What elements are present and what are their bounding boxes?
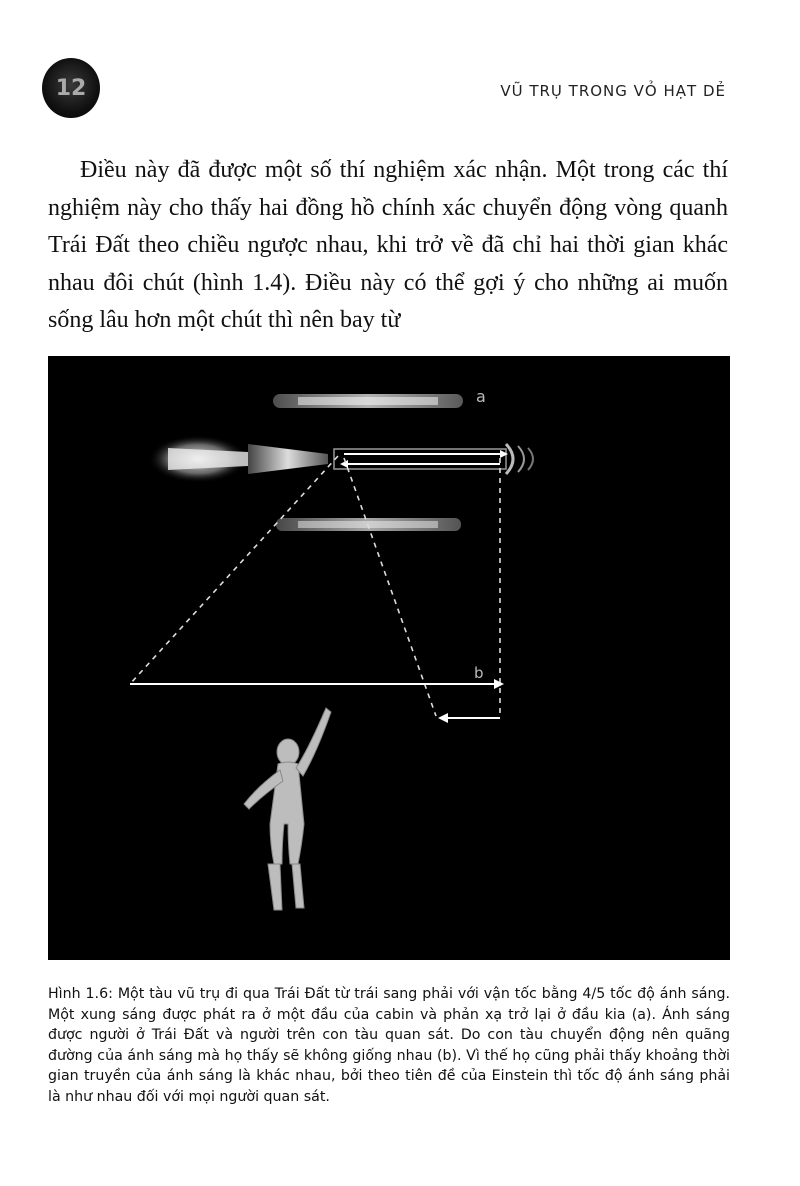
label-a: a <box>476 387 486 406</box>
body-paragraph: Điều này đã được một số thí nghiệm xác nhận. Một trong các thí nghiệm này cho thấy hai đồng hồ chính xác chuyển động vòng quanh Trái Đất theo chiều ngược nhau, khi trở về đã chỉ hai thời gian khác nhau đôi chút (hình 1.4). Điều này có thể gợi ý cho những ai muốn sống lâu hơn một chút thì nên bay từ <box>48 157 728 333</box>
page-number-badge <box>42 58 100 118</box>
ghost-ship-top <box>273 394 463 408</box>
spaceship <box>148 435 533 483</box>
light-path-lines <box>130 456 500 716</box>
light-pulse-arrows <box>340 450 508 468</box>
running-header: VŨ TRỤ TRONG VỎ HẠT DẺ <box>500 82 726 100</box>
figure-caption: Hình 1.6: Một tàu vũ trụ đi qua Trái Đất từ trái sang phải với vận tốc bằng 4/5 tốc độ ánh sáng. Một xung sáng được phát ra ở một đầu của cabin và phản xạ trở lại ở đầu kia (a). Ánh sáng được người ở Trái Đất và người trên con tàu quan sát. Do con tàu chuyển động nên quãng đường của ánh sáng mà họ thấy sẽ không giống nhau (b). Vì thế họ cũng phải thấy khoảng thời gian truyền của ánh sáng là khác nhau, bởi theo tiên đề của Einstein thì tốc độ ánh sáng phải là như nhau đối với mọi người quan sát. <box>48 986 730 1105</box>
figure-svg <box>48 356 730 960</box>
page-number: 12 <box>55 75 87 101</box>
baseline-arrow <box>130 679 504 689</box>
label-b: b <box>474 664 484 682</box>
observer-figure <box>244 708 331 910</box>
return-arrow <box>438 713 500 723</box>
figure-illustration <box>48 356 730 960</box>
